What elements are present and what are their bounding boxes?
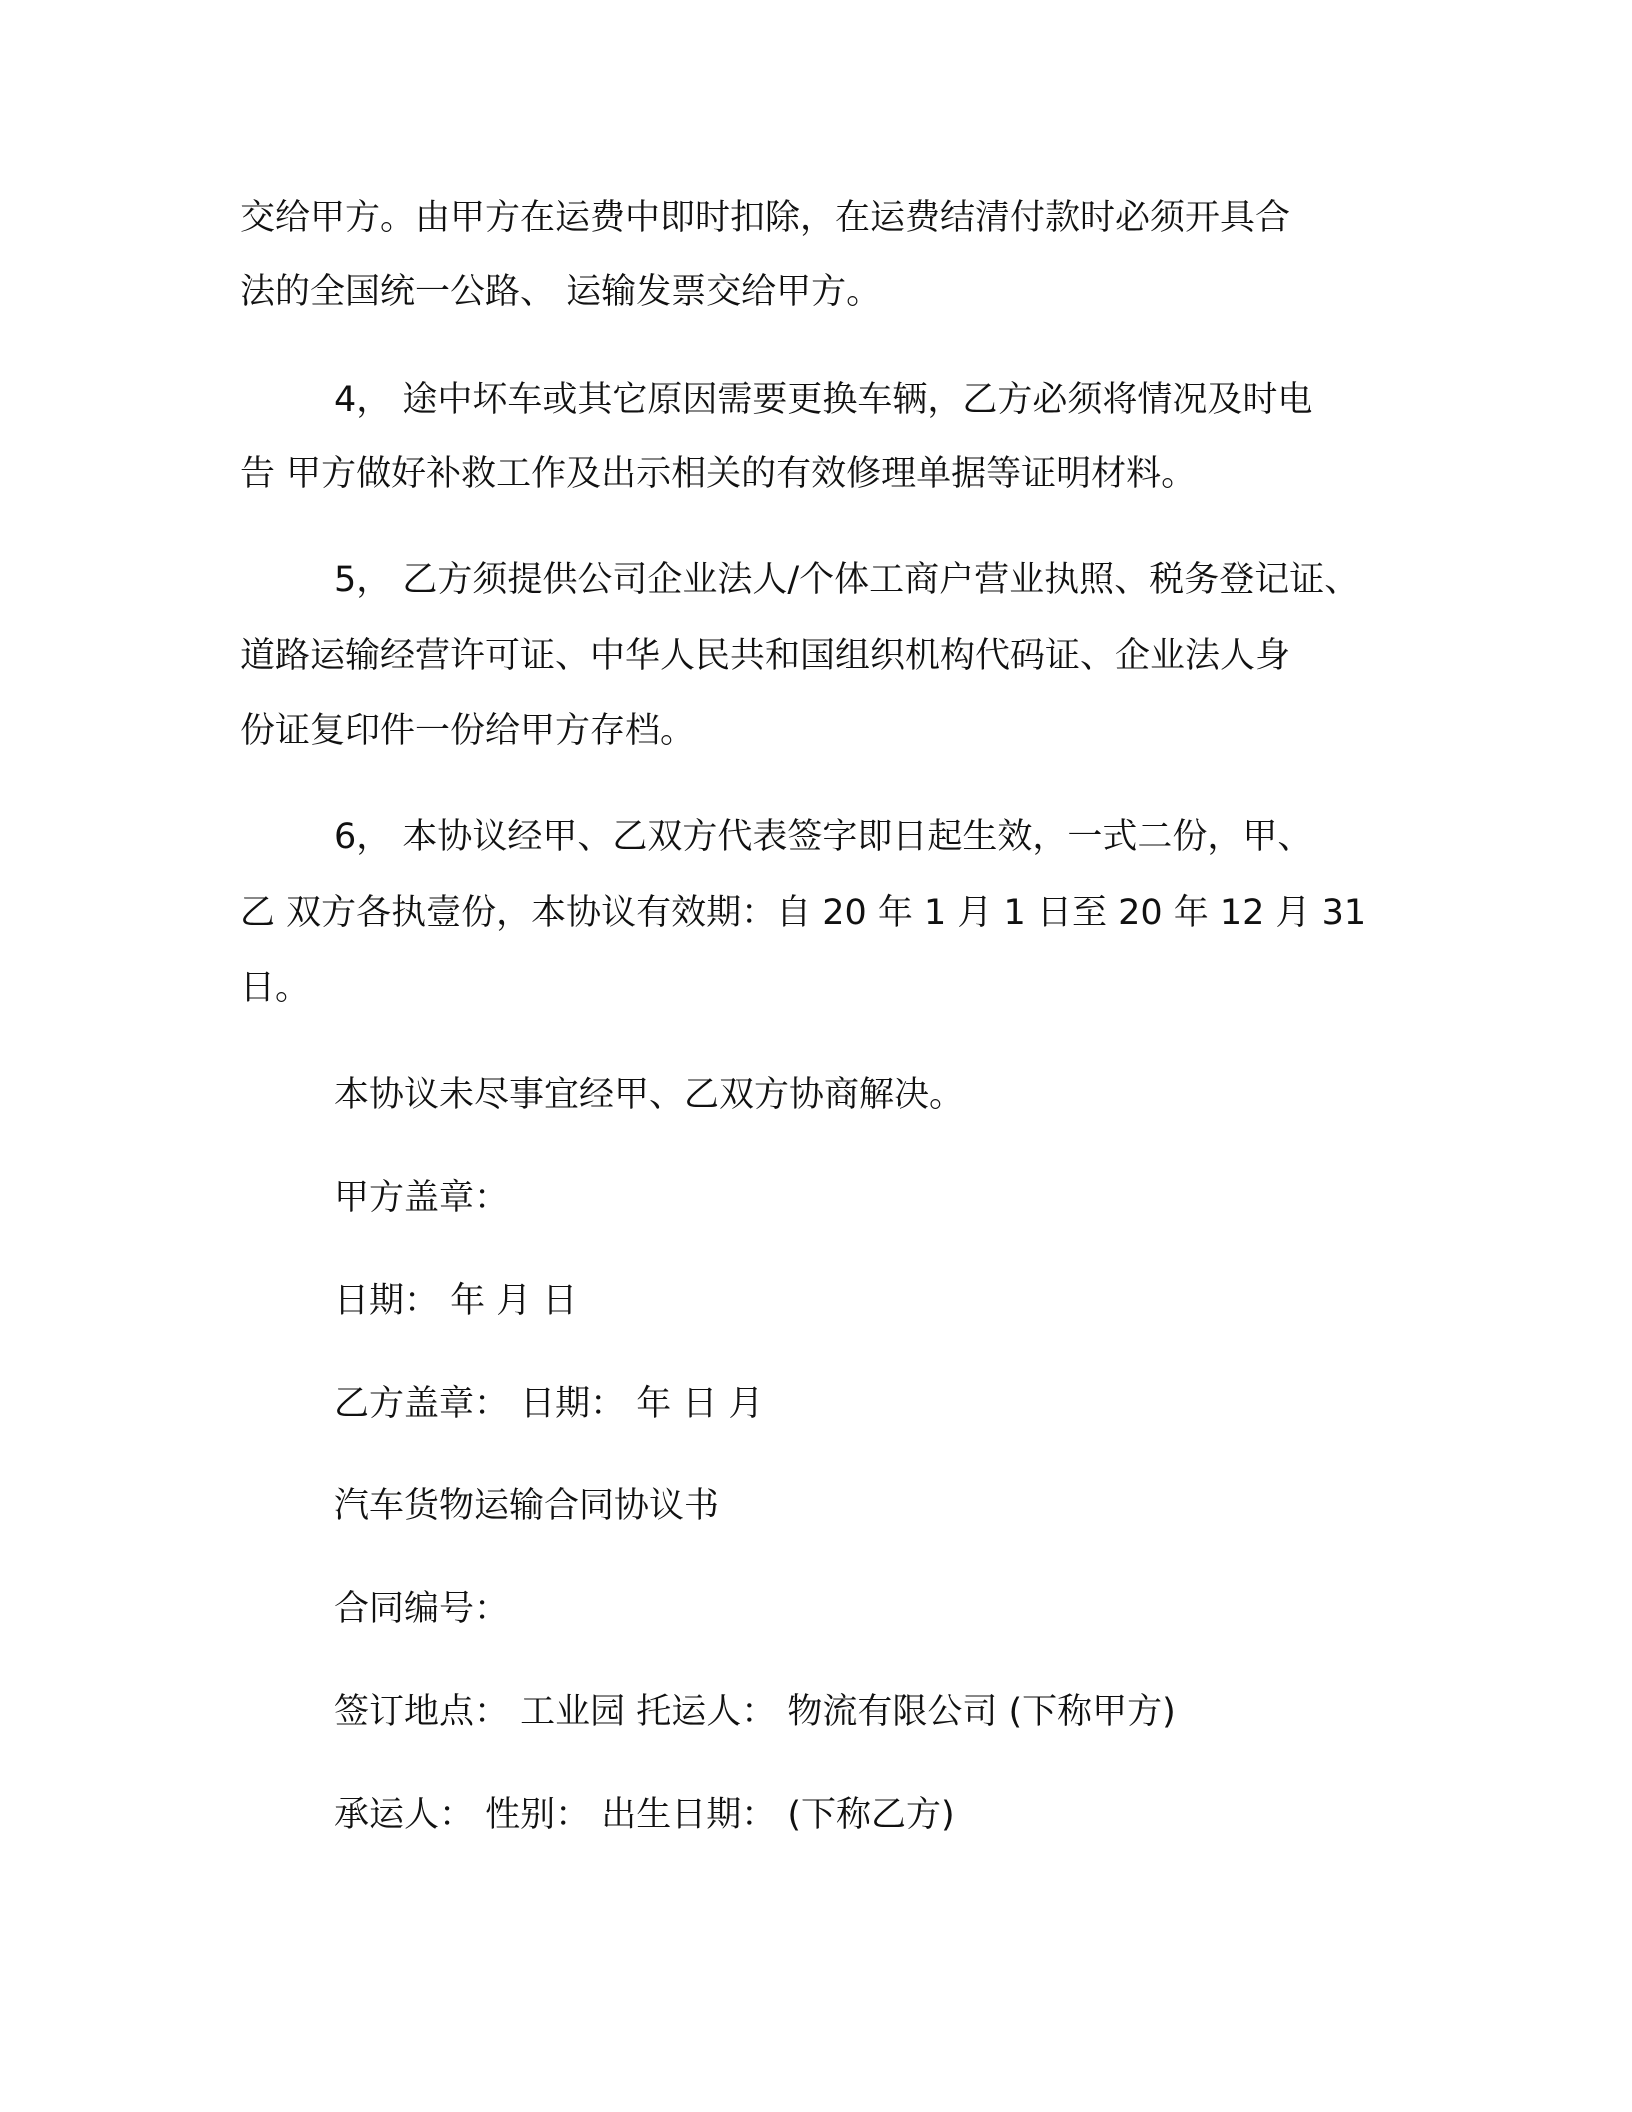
paragraph-5-line-1: 5， 乙方须提供公司企业法人/个体工商户营业执照、税务登记证、 [334,560,1360,600]
unresolved-matters: 本协议未尽事宜经甲、乙双方协商解决。 [334,1075,965,1115]
paragraph-6-line-1: 6， 本协议经甲、乙双方代表签字即日起生效，一式二份，甲、 [334,817,1313,857]
paragraph-3-line-2: 法的全国统一公路、 运输发票交给甲方。 [240,272,882,312]
party-a-date: 日期： 年 月 日 [334,1281,578,1321]
paragraph-6-line-3: 日。 [240,968,311,1008]
paragraph-5-line-3: 份证复印件一份给甲方存档。 [240,711,696,751]
contract-title: 汽车货物运输合同协议书 [334,1486,720,1526]
party-b-seal-date: 乙方盖章： 日期： 年 日 月 [334,1384,764,1424]
party-a-seal: 甲方盖章： [334,1178,510,1218]
paragraph-4-line-2: 告 甲方做好补救工作及出示相关的有效修理单据等证明材料。 [240,454,1197,494]
contract-number: 合同编号： [334,1589,510,1629]
carrier-info: 承运人： 性别： 出生日期： (下称乙方) [334,1795,955,1835]
paragraph-6-line-2: 乙 双方各执壹份，本协议有效期：自 20 年 1 月 1 日至 20 年 12 月 31 [240,893,1367,933]
paragraph-4-line-1: 4， 途中坏车或其它原因需要更换车辆，乙方必须将情况及时电 [334,380,1313,420]
paragraph-5-line-2: 道路运输经营许可证、中华人民共和国组织机构代码证、企业法人身 [240,636,1291,676]
paragraph-3-line-1: 交给甲方。由甲方在运费中即时扣除，在运费结清付款时必须开具合 [240,198,1291,238]
signing-place: 签订地点： 工业园 托运人： 物流有限公司 (下称甲方) [334,1692,1176,1732]
